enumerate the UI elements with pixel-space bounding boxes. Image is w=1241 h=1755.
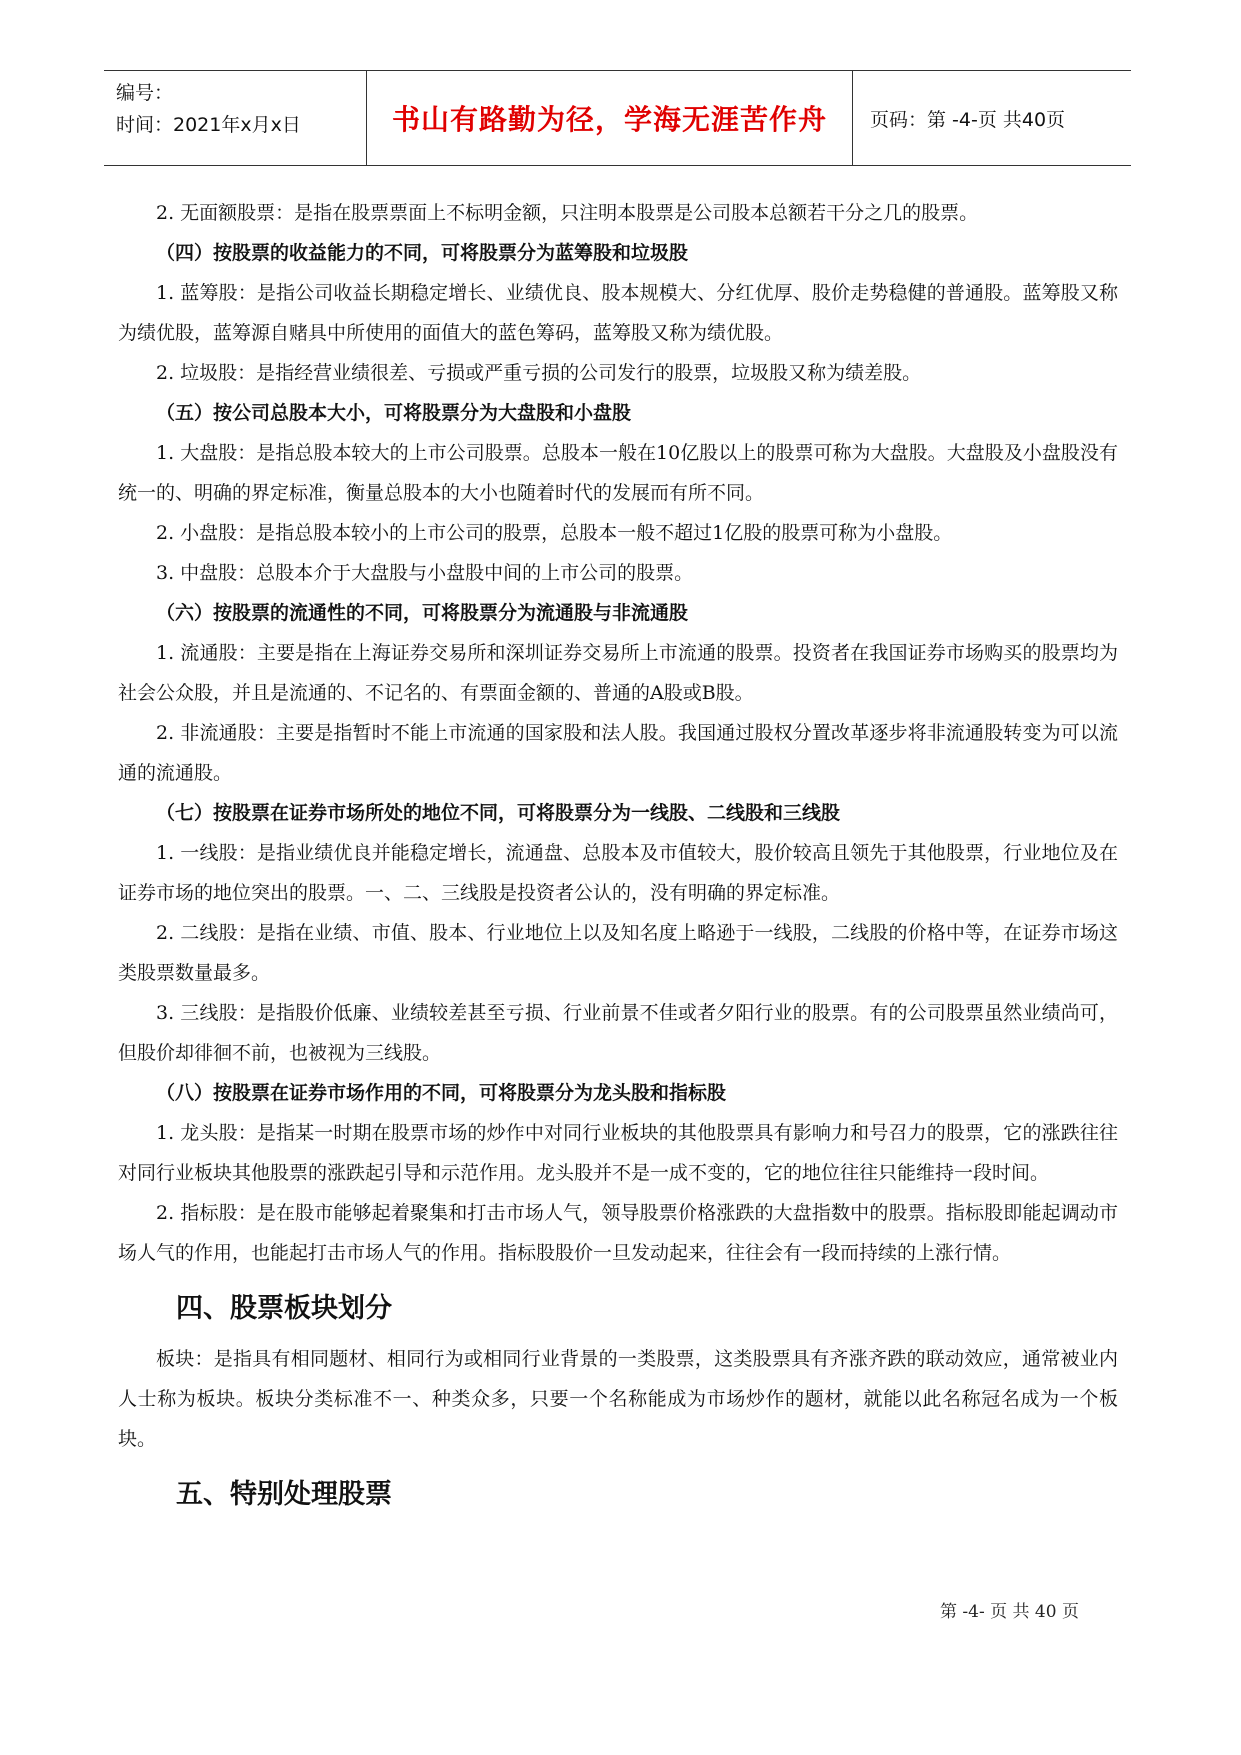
section-heading: 四、股票板块划分 [176, 1293, 392, 1324]
paragraph: 2. 无面额股票：是指在股票票面上不标明金额，只注明本股票是公司股本总额若干分之几的股票。 [156, 202, 979, 224]
paragraph: 2. 指标股：是在股市能够起着聚集和打击市场人气，领导股票价格涨跌的大盘指数中的股票。指标股即能起调动市场人气的作用，也能起打击市场人气的作用。指标股股价一旦发动起来，往往会有一段而持续的上涨行情。 [118, 1202, 1118, 1264]
section-heading: 五、特别处理股票 [176, 1479, 392, 1510]
subsection-heading: （八）按股票在证券市场作用的不同，可将股票分为龙头股和指标股 [156, 1082, 727, 1104]
paragraph: 1. 大盘股：是指总股本较大的上市公司股票。总股本一般在10亿股以上的股票可称为大盘股。大盘股及小盘股没有统一的、明确的界定标准，衡量总股本的大小也随着时代的发展而有所不同。 [118, 442, 1118, 504]
paragraph: 3. 三线股：是指股价低廉、业绩较差甚至亏损、行业前景不佳或者夕阳行业的股票。有的公司股票虽然业绩尚可，但股价却徘徊不前，也被视为三线股。 [118, 1002, 1118, 1064]
document-time-label: 时间：2021年x月x日 [116, 114, 301, 136]
page-footer: 第 -4- 页 共 40 页 [940, 1602, 1079, 1622]
paragraph: 2. 小盘股：是指总股本较小的上市公司的股票，总股本一般不超过1亿股的股票可称为小盘股。 [156, 522, 953, 544]
paragraph: 板块：是指具有相同题材、相同行为或相同行业背景的一类股票，这类股票具有齐涨齐跌的联动效应，通常被业内人士称为板块。板块分类标准不一、种类众多，只要一个名称能成为市场炒作的题材，就能以此名称冠名成为一个板块。 [118, 1348, 1118, 1450]
header-meta [116, 77, 362, 161]
paragraph: 1. 蓝筹股：是指公司收益长期稳定增长、业绩优良、股本规模大、分红优厚、股价走势稳健的普通股。蓝筹股又称为绩优股，蓝筹源自赌具中所使用的面值大的蓝色筹码，蓝筹股又称为绩优股。 [118, 282, 1118, 344]
subsection-heading: （六）按股票的流通性的不同，可将股票分为流通股与非流通股 [156, 602, 689, 624]
paragraph: 2. 非流通股：主要是指暂时不能上市流通的国家股和法人股。我国通过股权分置改革逐步将非流通股转变为可以流通的流通股。 [118, 722, 1118, 784]
paragraph: 2. 垃圾股：是指经营业绩很差、亏损或严重亏损的公司发行的股票，垃圾股又称为绩差股。 [156, 362, 922, 384]
subsection-heading: （四）按股票的收益能力的不同，可将股票分为蓝筹股和垃圾股 [156, 242, 689, 264]
subsection-heading: （七）按股票在证券市场所处的地位不同，可将股票分为一线股、二线股和三线股 [156, 802, 841, 824]
document-body [118, 193, 1118, 1525]
page-header [104, 70, 1131, 166]
paragraph: 1. 一线股：是指业绩优良并能稳定增长，流通盘、总股本及市值较大，股价较高且领先于其他股票，行业地位及在证券市场的地位突出的股票。一、二、三线股是投资者公认的，没有明确的界定标准。 [118, 842, 1118, 904]
paragraph: 2. 二线股：是指在业绩、市值、股本、行业地位上以及知名度上略逊于一线股，二线股的价格中等，在证券市场这类股票数量最多。 [118, 922, 1118, 984]
paragraph: 1. 龙头股：是指某一时期在股票市场的炒作中对同行业板块的其他股票具有影响力和号召力的股票，它的涨跌往往对同行业板块其他股票的涨跌起引导和示范作用。龙头股并不是一成不变的，它的地位往往只能维持一段时间。 [118, 1122, 1118, 1184]
paragraph: 1. 流通股：主要是指在上海证券交易所和深圳证券交易所上市流通的股票。投资者在我国证券市场购买的股票均为社会公众股，并且是流通的、不记名的、有票面金额的、普通的A股或B股。 [118, 642, 1118, 704]
header-motto: 书山有路勤为径，学海无涯苦作舟 [366, 71, 853, 165]
subsection-heading: （五）按公司总股本大小，可将股票分为大盘股和小盘股 [156, 402, 632, 424]
paragraph: 3. 中盘股：总股本介于大盘股与小盘股中间的上市公司的股票。 [156, 562, 694, 584]
document-number-label: 编号： [116, 82, 174, 104]
header-page-number: 页码：第 -4-页 共40页 [870, 108, 1066, 131]
